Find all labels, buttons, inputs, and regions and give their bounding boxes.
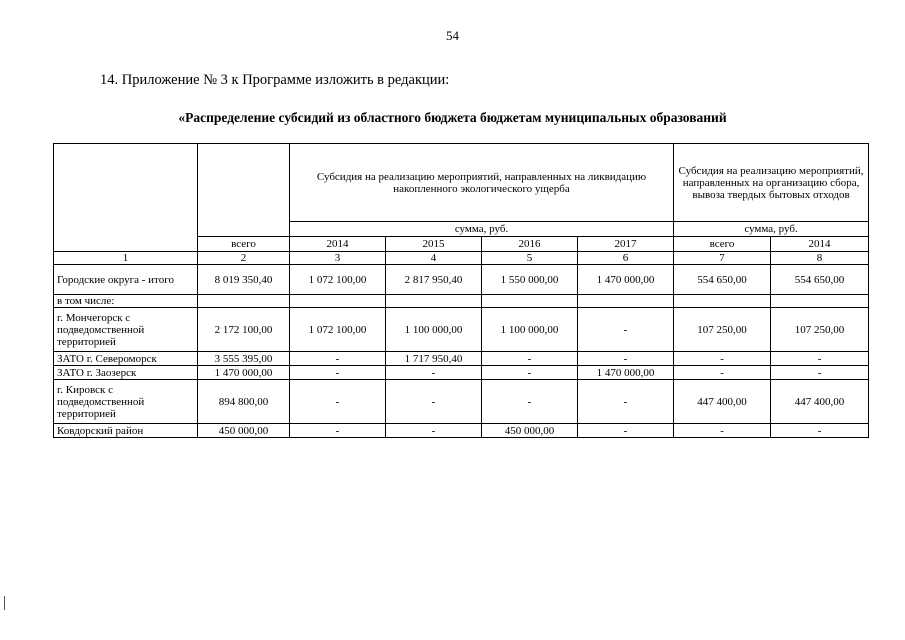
col-label: 2015: [386, 237, 482, 252]
col-label: всего: [198, 237, 290, 252]
cell-value: -: [771, 424, 869, 438]
cell-value: 1 100 000,00: [386, 308, 482, 352]
group1-header: Субсидия на реализацию мероприятий, направленных на ликвидацию накопленного экологического ущерба: [290, 144, 674, 222]
cell-value: 107 250,00: [674, 308, 771, 352]
row-name: г. Кировск с подведомственной территорией: [54, 380, 198, 424]
cell-value: 2 172 100,00: [198, 308, 290, 352]
col-number: 7: [674, 252, 771, 265]
table-row: [54, 265, 869, 295]
cell-value: -: [482, 380, 578, 424]
col-number: 3: [290, 252, 386, 265]
cell-value: 1 072 100,00: [290, 265, 386, 295]
row-name: Городские округа - итого: [54, 265, 198, 295]
row-name: ЗАТО г. Заозерск: [54, 366, 198, 380]
cell-value: 3 555 395,00: [198, 352, 290, 366]
cell-value: -: [578, 424, 674, 438]
col-label: 2014: [290, 237, 386, 252]
col-label: 2017: [578, 237, 674, 252]
cell-value: 447 400,00: [771, 380, 869, 424]
units-header-1: сумма, руб.: [290, 222, 674, 237]
row-name: Ковдорский район: [54, 424, 198, 438]
cell-value: -: [771, 352, 869, 366]
cell-value: 1 470 000,00: [578, 265, 674, 295]
col-label: 2014: [771, 237, 869, 252]
col-number: 6: [578, 252, 674, 265]
col-number: 2: [198, 252, 290, 265]
cell-value: -: [290, 380, 386, 424]
row-name: ЗАТО г. Североморск: [54, 352, 198, 366]
col-label: всего: [674, 237, 771, 252]
cell-value: -: [771, 366, 869, 380]
table-row: [54, 424, 869, 438]
cell-value: 894 800,00: [198, 380, 290, 424]
page-number: 54: [446, 28, 459, 43]
table-row: [54, 366, 869, 380]
row-name: в том числе:: [54, 295, 198, 308]
cell-value: -: [386, 366, 482, 380]
cell-value: -: [482, 366, 578, 380]
intro-text: 14. Приложение № 3 к Программе изложить в редакции:: [100, 72, 450, 88]
table-row: [54, 352, 869, 366]
cell-value: 1 550 000,00: [482, 265, 578, 295]
col-number: 1: [54, 252, 198, 265]
cell-value: -: [290, 424, 386, 438]
cell-value: -: [578, 308, 674, 352]
col-label: 2016: [482, 237, 578, 252]
cell-value: -: [290, 366, 386, 380]
cell-value: 554 650,00: [674, 265, 771, 295]
cell-value: 2 817 950,40: [386, 265, 482, 295]
cell-value: -: [386, 380, 482, 424]
cell-value: -: [578, 352, 674, 366]
table-row: [54, 295, 869, 308]
cell-value: -: [674, 352, 771, 366]
cell-value: 450 000,00: [198, 424, 290, 438]
cell-value: 8 019 350,40: [198, 265, 290, 295]
cell-value: -: [290, 352, 386, 366]
cell-value: 1 470 000,00: [578, 366, 674, 380]
cell-value: -: [578, 380, 674, 424]
cell-value: 447 400,00: [674, 380, 771, 424]
col-number: 8: [771, 252, 869, 265]
header-corner-cell: [54, 144, 198, 252]
cell-value: 554 650,00: [771, 265, 869, 295]
table-row: [54, 380, 869, 424]
header-total-cell: [198, 144, 290, 237]
cell-value: 107 250,00: [771, 308, 869, 352]
cell-value: 1 100 000,00: [482, 308, 578, 352]
margin-mark: [4, 596, 5, 610]
group2-header: Субсидия на реализацию мероприятий, направленных на организацию сбора, вывоза твердых бытовых отходов: [674, 144, 869, 222]
cell-value: 450 000,00: [482, 424, 578, 438]
cell-value: 1 470 000,00: [198, 366, 290, 380]
cell-value: -: [674, 424, 771, 438]
col-number: 5: [482, 252, 578, 265]
table-heading: «Распределение субсидий из областного бюджета бюджетам муниципальных образований: [178, 110, 727, 125]
subsidy-table: [53, 143, 869, 438]
col-number: 4: [386, 252, 482, 265]
cell-value: -: [482, 352, 578, 366]
table-row: [54, 308, 869, 352]
cell-value: -: [386, 424, 482, 438]
cell-value: -: [674, 366, 771, 380]
units-header-2: сумма, руб.: [674, 222, 869, 237]
cell-value: 1 717 950,40: [386, 352, 482, 366]
row-name: г. Мончегорск с подведомственной территорией: [54, 308, 198, 352]
cell-value: 1 072 100,00: [290, 308, 386, 352]
